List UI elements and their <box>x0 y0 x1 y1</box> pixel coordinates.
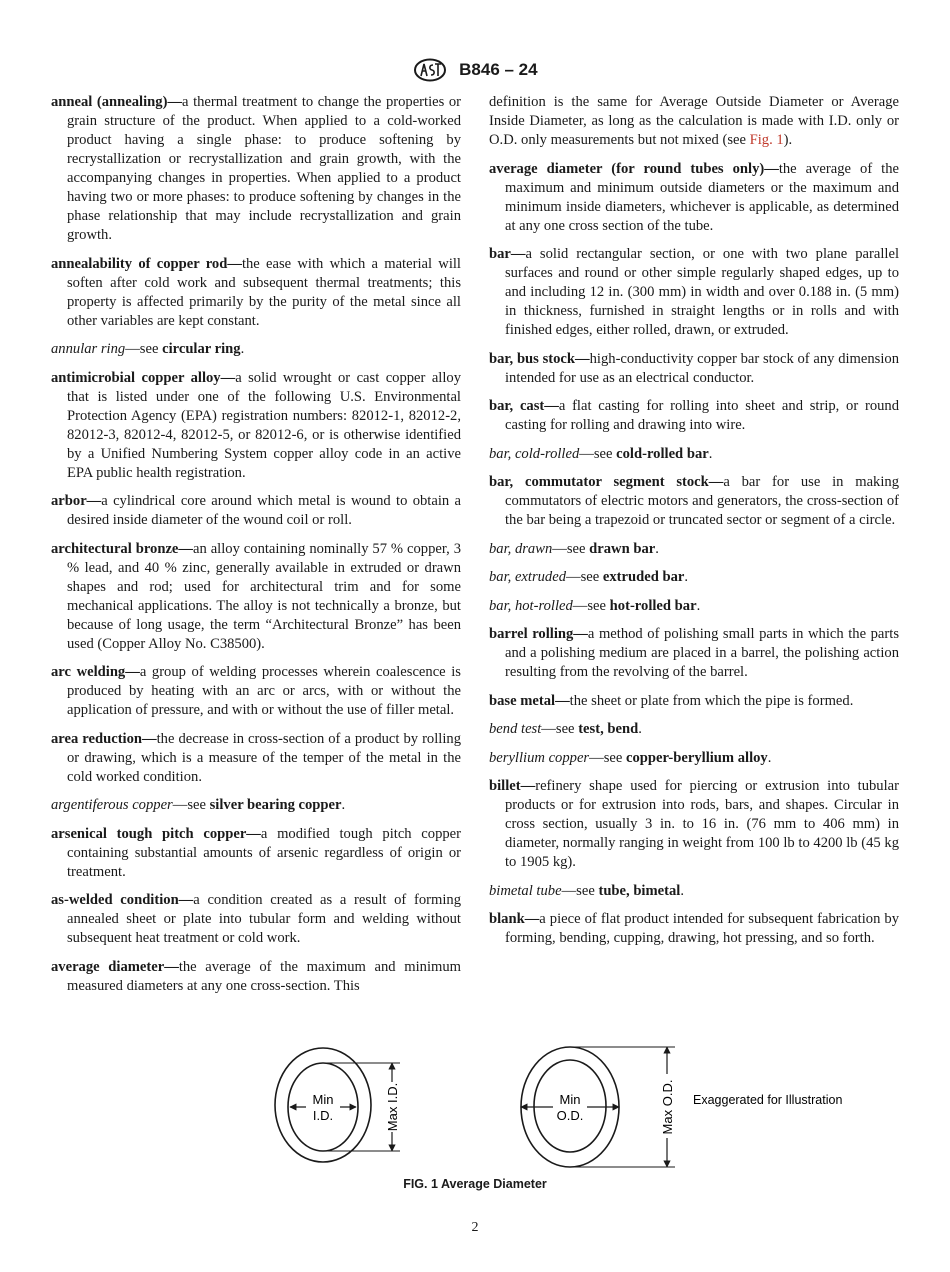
glossary-definition: a solid rectangular section, or one with two plane parallel surfaces and round or other simple regularly shaped edges, up to and including 12 in. (300 mm) in width and over 0.188 in. (5 mm) in thickness, furnished in straight lengths or in rolls and with finished edges, either rolled, drawn, or extruded. <box>505 246 899 338</box>
glossary-term: bimetal tube <box>489 882 562 899</box>
glossary-term: annular ring <box>51 341 126 357</box>
glossary-definition: the decrease in cross-section of a product by rolling or drawing, which is a measure of the temper of the metal in the cold worked condition. <box>67 730 461 785</box>
glossary-term: billet— <box>489 778 536 794</box>
see-text: —see <box>552 540 590 557</box>
glossary-definition: a method of polishing small parts in which the parts and a polishing medium are placed in a barrel, the polishing action resulting from the revolving of the barrel. <box>505 626 900 680</box>
glossary-term: bar, commutator segment stock— <box>489 474 724 490</box>
glossary-entry-annealability-of-copper-rod <box>51 255 461 331</box>
see-text: —see <box>125 341 163 357</box>
glossary-term: as-welded condition— <box>51 892 194 908</box>
glossary-term: bend test <box>489 721 542 737</box>
glossary-term: average diameter (for round tubes only)— <box>489 160 779 177</box>
glossary-entry-bar-bus-stock <box>489 350 899 388</box>
glossary-term: anneal (annealing)— <box>51 94 183 110</box>
min-od-label-line1: Min <box>559 1092 581 1107</box>
glossary-term: beryllium copper <box>489 749 590 766</box>
see-text: —see <box>572 597 610 614</box>
glossary-definition: a group of welding processes wherein coalescence is produced by heating with an arc or arcs, with or without the application of pressure, and with or without the use of filler metal. <box>67 664 461 718</box>
cross-reference[interactable]: test, bend <box>578 721 639 737</box>
glossary-entry-bimetal-tube: bimetal tube—see tube, bimetal. <box>489 882 684 899</box>
glossary-entry-billet <box>489 777 899 872</box>
glossary-entry-bar-cast <box>489 397 899 435</box>
glossary-term: arc welding— <box>51 664 140 680</box>
max-od-axis-label: Max O.D. <box>660 1079 675 1135</box>
cross-reference[interactable]: silver bearing copper <box>209 797 342 813</box>
glossary-term: antimicrobial copper alloy— <box>51 369 236 386</box>
min-od-label-line2: O.D. <box>556 1108 584 1123</box>
glossary-entry-as-welded-condition <box>51 891 461 948</box>
cross-reference[interactable]: tube, bimetal <box>598 882 681 899</box>
glossary-entry-arbor <box>51 492 461 530</box>
astm-logo-icon <box>412 58 448 82</box>
figure-average-diameter <box>270 1040 870 1176</box>
see-text: —see <box>541 721 579 737</box>
min-id-label-line2: I.D. <box>312 1108 334 1123</box>
glossary-entry-barrel-rolling <box>489 625 899 682</box>
glossary-entry-bar <box>489 245 899 340</box>
glossary-definition: refinery shape used for piercing or extrusion into tubular products or for extrusion into rods, bars, and shapes. Circular in cross section, usually 3 in. to 16 in. (76 mm to 406 mm) in diameter, normally ranging in weight from 100 lb to 4200 lb (45 kg to 1905 kg). <box>505 778 899 870</box>
see-text: —see <box>589 749 626 766</box>
glossary-entry-blank <box>489 910 899 948</box>
glossary-entry-bar-commutator-segment-stock <box>489 473 899 530</box>
glossary-entry-anneal-annealing <box>51 93 461 245</box>
glossary-definition: a condition created as a result of forming annealed sheet or plate into tubular form and welding without subsequent heat treatment or cold work. <box>67 892 461 946</box>
right-column <box>489 93 899 958</box>
glossary-entry-base-metal <box>489 692 899 711</box>
inside-diameter-tube <box>275 1048 400 1162</box>
figure-caption: FIG. 1 Average Diameter <box>403 1177 547 1191</box>
cross-reference[interactable]: extruded bar <box>602 569 685 585</box>
cross-reference[interactable]: cold-rolled bar <box>616 445 709 462</box>
glossary-entry-bar-drawn: bar, drawn—see drawn bar. <box>489 540 659 557</box>
glossary-entry-average-diameter-for-round-tubes-only <box>489 160 899 236</box>
glossary-term: bar, cold-rolled <box>489 445 580 462</box>
page-number: 2 <box>471 1220 479 1235</box>
cross-reference[interactable]: circular ring <box>162 341 241 357</box>
document-code: B846 – 24 <box>459 60 538 79</box>
see-text: —see <box>579 445 617 462</box>
glossary-term: bar— <box>489 246 526 262</box>
glossary-entry-annular-ring: annular ring—see circular ring. <box>51 341 245 357</box>
glossary-entry-antimicrobial-copper-alloy <box>51 369 461 483</box>
glossary-term: argentiferous copper <box>51 797 173 813</box>
left-column <box>51 93 461 1005</box>
figure-note: Exaggerated for Illustration <box>693 1093 843 1107</box>
glossary-entry-arc-welding <box>51 663 461 720</box>
glossary-term: arsenical tough pitch copper— <box>51 825 261 842</box>
glossary-definition: a modified tough pitch copper containing substantial amounts of arsenic regardless of origin or treatment. <box>67 825 461 880</box>
glossary-definition: a bar for use in making commutators of electric motors and generators, the cross-section of the bar being a trapezoid or truncated sector or segment of a circle. <box>505 474 899 528</box>
cross-reference[interactable]: copper-beryllium alloy <box>626 749 768 766</box>
glossary-definition: a cylindrical core around which metal is wound to obtain a desired inside diameter of the wound coil or roll. <box>67 493 461 528</box>
cross-reference[interactable]: drawn bar <box>589 540 656 557</box>
glossary-definition: a flat casting for rolling into sheet and strip, or round casting for rolling and drawing into wire. <box>505 398 900 433</box>
page-header <box>0 58 950 82</box>
glossary-definition: the average of the maximum and minimum measured diameters at any one cross-section. This <box>67 958 462 994</box>
outside-diameter-tube <box>521 1047 675 1167</box>
glossary-definition: a solid wrought or cast copper alloy that is listed under one of the following U.S. Environmental Protection Agency (EPA) registration numbers: 82012-1, 82012-2, 82012-3, 82012-4, 82012-5, or 82012-6, or is otherwise identified by a Unified Numbering System copper alloy code in an active EPA public health registration. <box>67 369 462 481</box>
glossary-term: area reduction— <box>51 730 157 747</box>
glossary-entry-bar-hot-rolled: bar, hot-rolled—see hot-rolled bar. <box>489 597 701 614</box>
glossary-entry-architectural-bronze <box>51 540 461 654</box>
cross-reference[interactable]: hot-rolled bar <box>609 597 697 614</box>
glossary-term: blank— <box>489 911 540 927</box>
glossary-term: bar, cast— <box>489 398 559 414</box>
glossary-term: annealability of copper rod— <box>51 255 242 272</box>
glossary-definition: the ease with which a material will soften after cold work and subsequent thermal treatments; this property is affected primarily by the purity of the metal since all other variables are kept constant. <box>67 255 461 329</box>
see-text: —see <box>561 882 599 899</box>
glossary-term: architectural bronze— <box>51 540 193 557</box>
glossary-term: average diameter— <box>51 958 179 975</box>
glossary-entry-area-reduction <box>51 730 461 787</box>
fig-1-link[interactable]: Fig. 1 <box>749 132 784 148</box>
continuation-text: definition is the same for Average Outside Diameter or Average Inside Diameter, as long as the calculation is made with I.D. only or O.D. only measurements but not mixed (see <box>489 94 899 148</box>
see-text: —see <box>172 797 210 813</box>
glossary-term: bar, drawn <box>489 540 553 557</box>
glossary-entry-argentiferous-copper: argentiferous copper—see silver bearing copper. <box>51 797 346 813</box>
glossary-term: arbor— <box>51 493 102 509</box>
continued-definition <box>489 93 899 150</box>
glossary-definition: high-conductivity copper bar stock of any dimension intended for use as an electrical conductor. <box>505 350 900 386</box>
glossary-term: bar, extruded <box>489 569 567 585</box>
glossary-definition: the average of the maximum and minimum outside diameters or the maximum and minimum inside diameters, whichever is applicable, as determined at any one cross section of the tube. <box>505 160 899 234</box>
glossary-term: base metal— <box>489 692 570 709</box>
glossary-entry-bend-test: bend test—see test, bend. <box>489 721 642 737</box>
glossary-term: bar, bus stock— <box>489 350 590 367</box>
average-diameter-diagram <box>270 1040 870 1176</box>
continuation-text-end: ). <box>783 132 793 148</box>
glossary-entry-bar-cold-rolled: bar, cold-rolled—see cold-rolled bar. <box>489 445 713 462</box>
glossary-definition: an alloy containing nominally 57 % copper, 3 % lead, and 40 % zinc, generally available in extruded or drawn shapes and rod; used for architectural trim and for some mechanical applications. The alloy is not technically a bronze, but because of long usage, the term “Architectural Bronze” has been used (Copper Alloy No. C38500). <box>67 540 461 652</box>
glossary-definition: a thermal treatment to change the properties or grain structure of the product. When applied to a cold-worked product having a single phase: to produce softening by recrystallization or recrystallization and grain growth, with the accompanying changes in properties. When applied to a product having two or more phases: to produce softening by changes in the phase relationship that may include recrystallization and grain growth. <box>67 94 461 243</box>
glossary-term: barrel rolling— <box>489 626 588 642</box>
min-id-label-line1: Min <box>312 1092 334 1107</box>
glossary-entry-arsenical-tough-pitch-copper <box>51 825 461 882</box>
glossary-definition: the sheet or plate from which the pipe is formed. <box>569 692 854 709</box>
glossary-term: bar, hot-rolled <box>489 597 573 614</box>
see-text: —see <box>566 569 603 585</box>
max-id-axis-label: Max I.D. <box>385 1082 400 1132</box>
glossary-entry-beryllium-copper: beryllium copper—see copper-beryllium alloy. <box>489 749 772 766</box>
right-column-entries <box>489 160 899 949</box>
glossary-definition: a piece of flat product intended for subsequent fabrication by forming, bending, cupping, drawing, hot pressing, and so forth. <box>505 911 899 946</box>
glossary-entry-bar-extruded: bar, extruded—see extruded bar. <box>489 569 689 585</box>
glossary-entry-average-diameter <box>51 958 461 996</box>
